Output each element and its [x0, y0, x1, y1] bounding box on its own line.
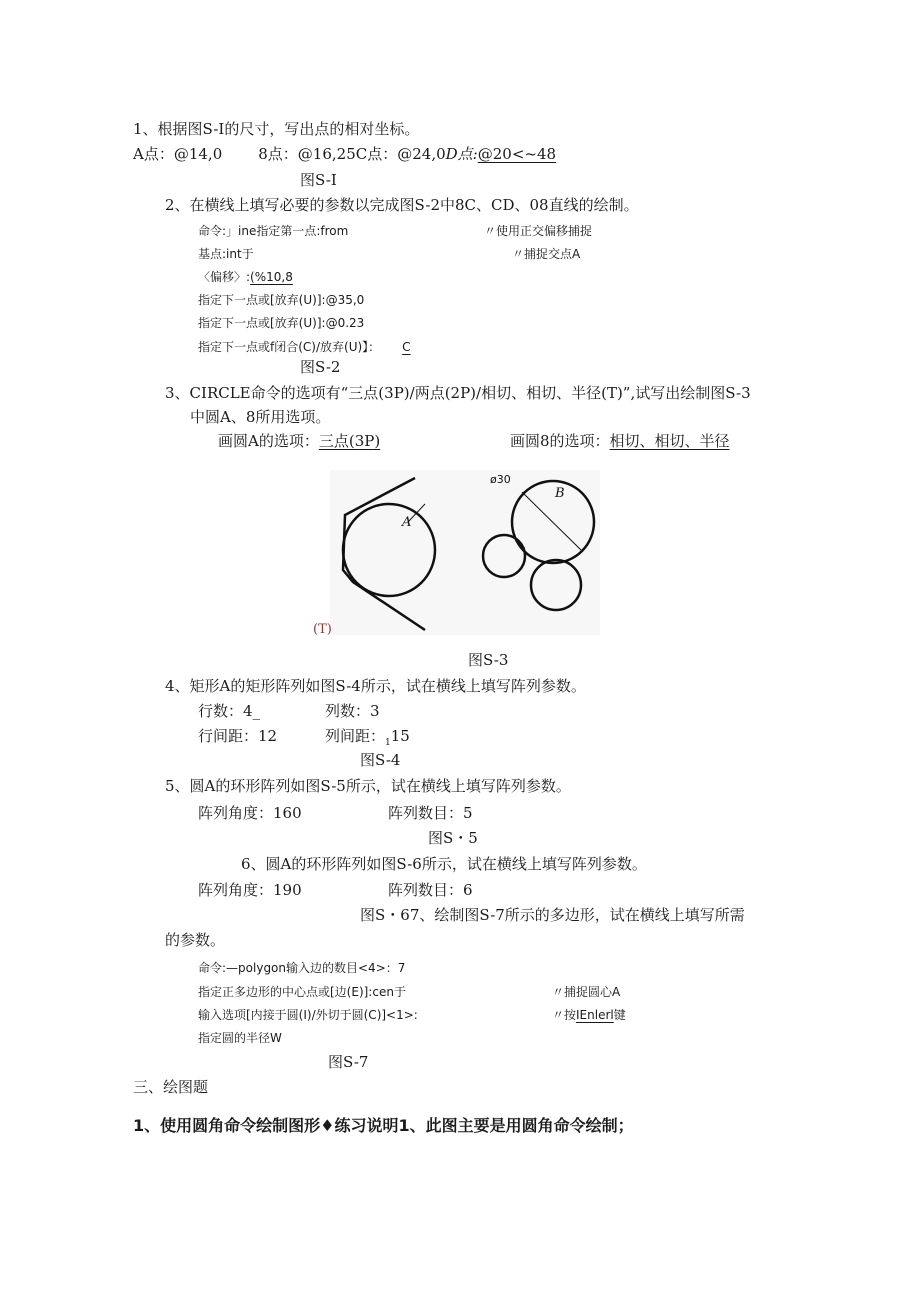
close-label: 指定下一点或f闭合(C)/放弃(U)】：: [198, 340, 381, 354]
q2-line6: [198, 338, 411, 356]
b-value: @16,25: [297, 145, 356, 163]
q4-prompt: 4、矩形A的矩形阵列如图S-4所示，试在横线上填写阵列参数。: [165, 677, 586, 695]
press-label: 〃按: [552, 1008, 577, 1022]
q2-line4: [198, 291, 364, 309]
caption-s3: 图S-3: [468, 651, 509, 669]
q7-line4: 指定圆的半径W: [198, 1031, 282, 1045]
q5-count: [388, 804, 473, 822]
count-label: 阵列数目：: [388, 881, 464, 899]
q6-prompt: 6、圆A的环形阵列如图S-6所示，试在横线上填写阵列参数。: [241, 855, 647, 873]
rowgap-label: 行间距：: [198, 727, 259, 745]
q3-answer-b: [510, 432, 730, 450]
count-value: 5: [463, 804, 473, 822]
key-suffix: 键: [613, 1008, 626, 1022]
colgap-value: 15: [390, 727, 410, 745]
next-point-value: @0.23: [325, 316, 365, 330]
b-option-label: 画圆8的选项：: [510, 432, 610, 450]
caption-s2: 图S-2: [300, 358, 341, 376]
count-label: 阵列数目：: [388, 804, 464, 822]
q6-angle: [198, 881, 302, 899]
count-value: 6: [463, 881, 473, 899]
offset-label: 〈偏移〉:: [198, 270, 251, 284]
section3-title: 三、绘图题: [133, 1078, 209, 1096]
c-value: @24,0: [397, 145, 446, 163]
caption-s6-q7: 图S・67、绘制图S-7所示的多边形，试在横线上填写所需: [360, 906, 745, 924]
next-point-label: 指定下一点或[放弃(U)]:: [198, 316, 326, 330]
rowgap-value: 12: [258, 727, 278, 745]
q7-line3-note: [552, 1006, 626, 1024]
q2-line1-note: 〃使用正交偏移捕捉: [484, 224, 593, 238]
angle-value: 190: [273, 881, 302, 899]
colgap-label: 列间距：: [325, 727, 386, 745]
d-label: D点:: [445, 145, 478, 163]
q3-prompt-line2: 中圆A、8所用选项。: [190, 408, 331, 426]
diameter-label: ø30: [490, 473, 511, 486]
enter-key: IEnlerl: [576, 1008, 614, 1022]
q1-prompt: 1、根据图S-I的尺寸，写出点的相对坐标。: [133, 120, 420, 138]
q3-answer-a: [218, 432, 380, 450]
circle-diagram: [313, 470, 600, 637]
a-option-label: 画圆A的选项：: [218, 432, 319, 450]
section3-item1: 1、使用圆角命令绘制图形♦练习说明1、此图主要是用圆角命令绘制；: [133, 1116, 634, 1135]
a-option-value: 三点(3P): [318, 432, 381, 450]
label-a: A: [402, 515, 412, 530]
q2-prompt: 2、在横线上填写必要的参数以完成图S-2中8C、CD、08直线的绘制。: [165, 196, 639, 214]
angle-label: 阵列角度：: [198, 804, 274, 822]
q4-colgap: [325, 727, 410, 752]
q2-line2: 基点:int于: [198, 247, 254, 261]
a-label: A点：: [133, 145, 174, 163]
caption-s7: 图S-7: [328, 1053, 369, 1071]
q1-answers: [133, 145, 556, 163]
offset-value: (%10,8: [250, 270, 293, 284]
q7-prompt-cont: 的参数。: [165, 931, 226, 949]
b-label: 8点：: [258, 145, 298, 163]
q5-prompt: 5、圆A的环形阵列如图S-5所示，试在横线上填写阵列参数。: [165, 777, 571, 795]
q2-line3: [198, 268, 293, 286]
q7-line2-note: 〃捕捉圆心A: [552, 985, 621, 999]
q5-angle: [198, 804, 302, 822]
next-point-value: @35,0: [325, 293, 365, 307]
t-marker: (T): [313, 622, 332, 637]
rows-value: 4_: [243, 702, 261, 720]
q2-line5: [198, 314, 364, 332]
a-value: @14,0: [173, 145, 223, 163]
cols-value: 3: [370, 702, 380, 720]
q4-rows: [198, 702, 260, 720]
caption-s4: 图S-4: [360, 751, 401, 769]
b-option-value: 相切、相切、半径: [609, 432, 730, 450]
caption-s1: 图S-I: [300, 171, 337, 189]
figure-s3: [313, 470, 600, 637]
caption-s5: 图S・5: [428, 829, 478, 847]
q3-prompt-line1: 3、CIRCLE命令的选项有“三点(3P)/两点(2P)/相切、相切、半径(T)”,试写出绘制图S-3: [165, 384, 751, 402]
q2-line1: 命令:」ine指定第一点:from: [198, 224, 349, 238]
cols-label: 列数：: [325, 702, 371, 720]
q6-count: [388, 881, 473, 899]
rows-label: 行数：: [198, 702, 244, 720]
q7-line3: 输入选项[内接于圆(I)/外切于圆(C)]<1>:: [198, 1008, 418, 1022]
q7-line2: 指定正多边形的中心点或[边(E)]:cen于: [198, 985, 406, 999]
q4-rowgap: [198, 727, 277, 745]
q2-line2-note: 〃捕捉交点A: [512, 247, 581, 261]
angle-label: 阵列角度：: [198, 881, 274, 899]
label-b: B: [555, 486, 565, 501]
next-point-label: 指定下一点或[放弃(U)]:: [198, 293, 326, 307]
c-label: C点：: [355, 145, 398, 163]
q7-line1: 命令:—polygon输入边的数目<4>：7: [198, 961, 406, 975]
close-value: C: [402, 340, 411, 354]
q4-cols: [325, 702, 380, 720]
d-value: @20<~48: [477, 145, 557, 163]
colgap-mark: 1: [385, 738, 391, 748]
angle-value: 160: [273, 804, 302, 822]
